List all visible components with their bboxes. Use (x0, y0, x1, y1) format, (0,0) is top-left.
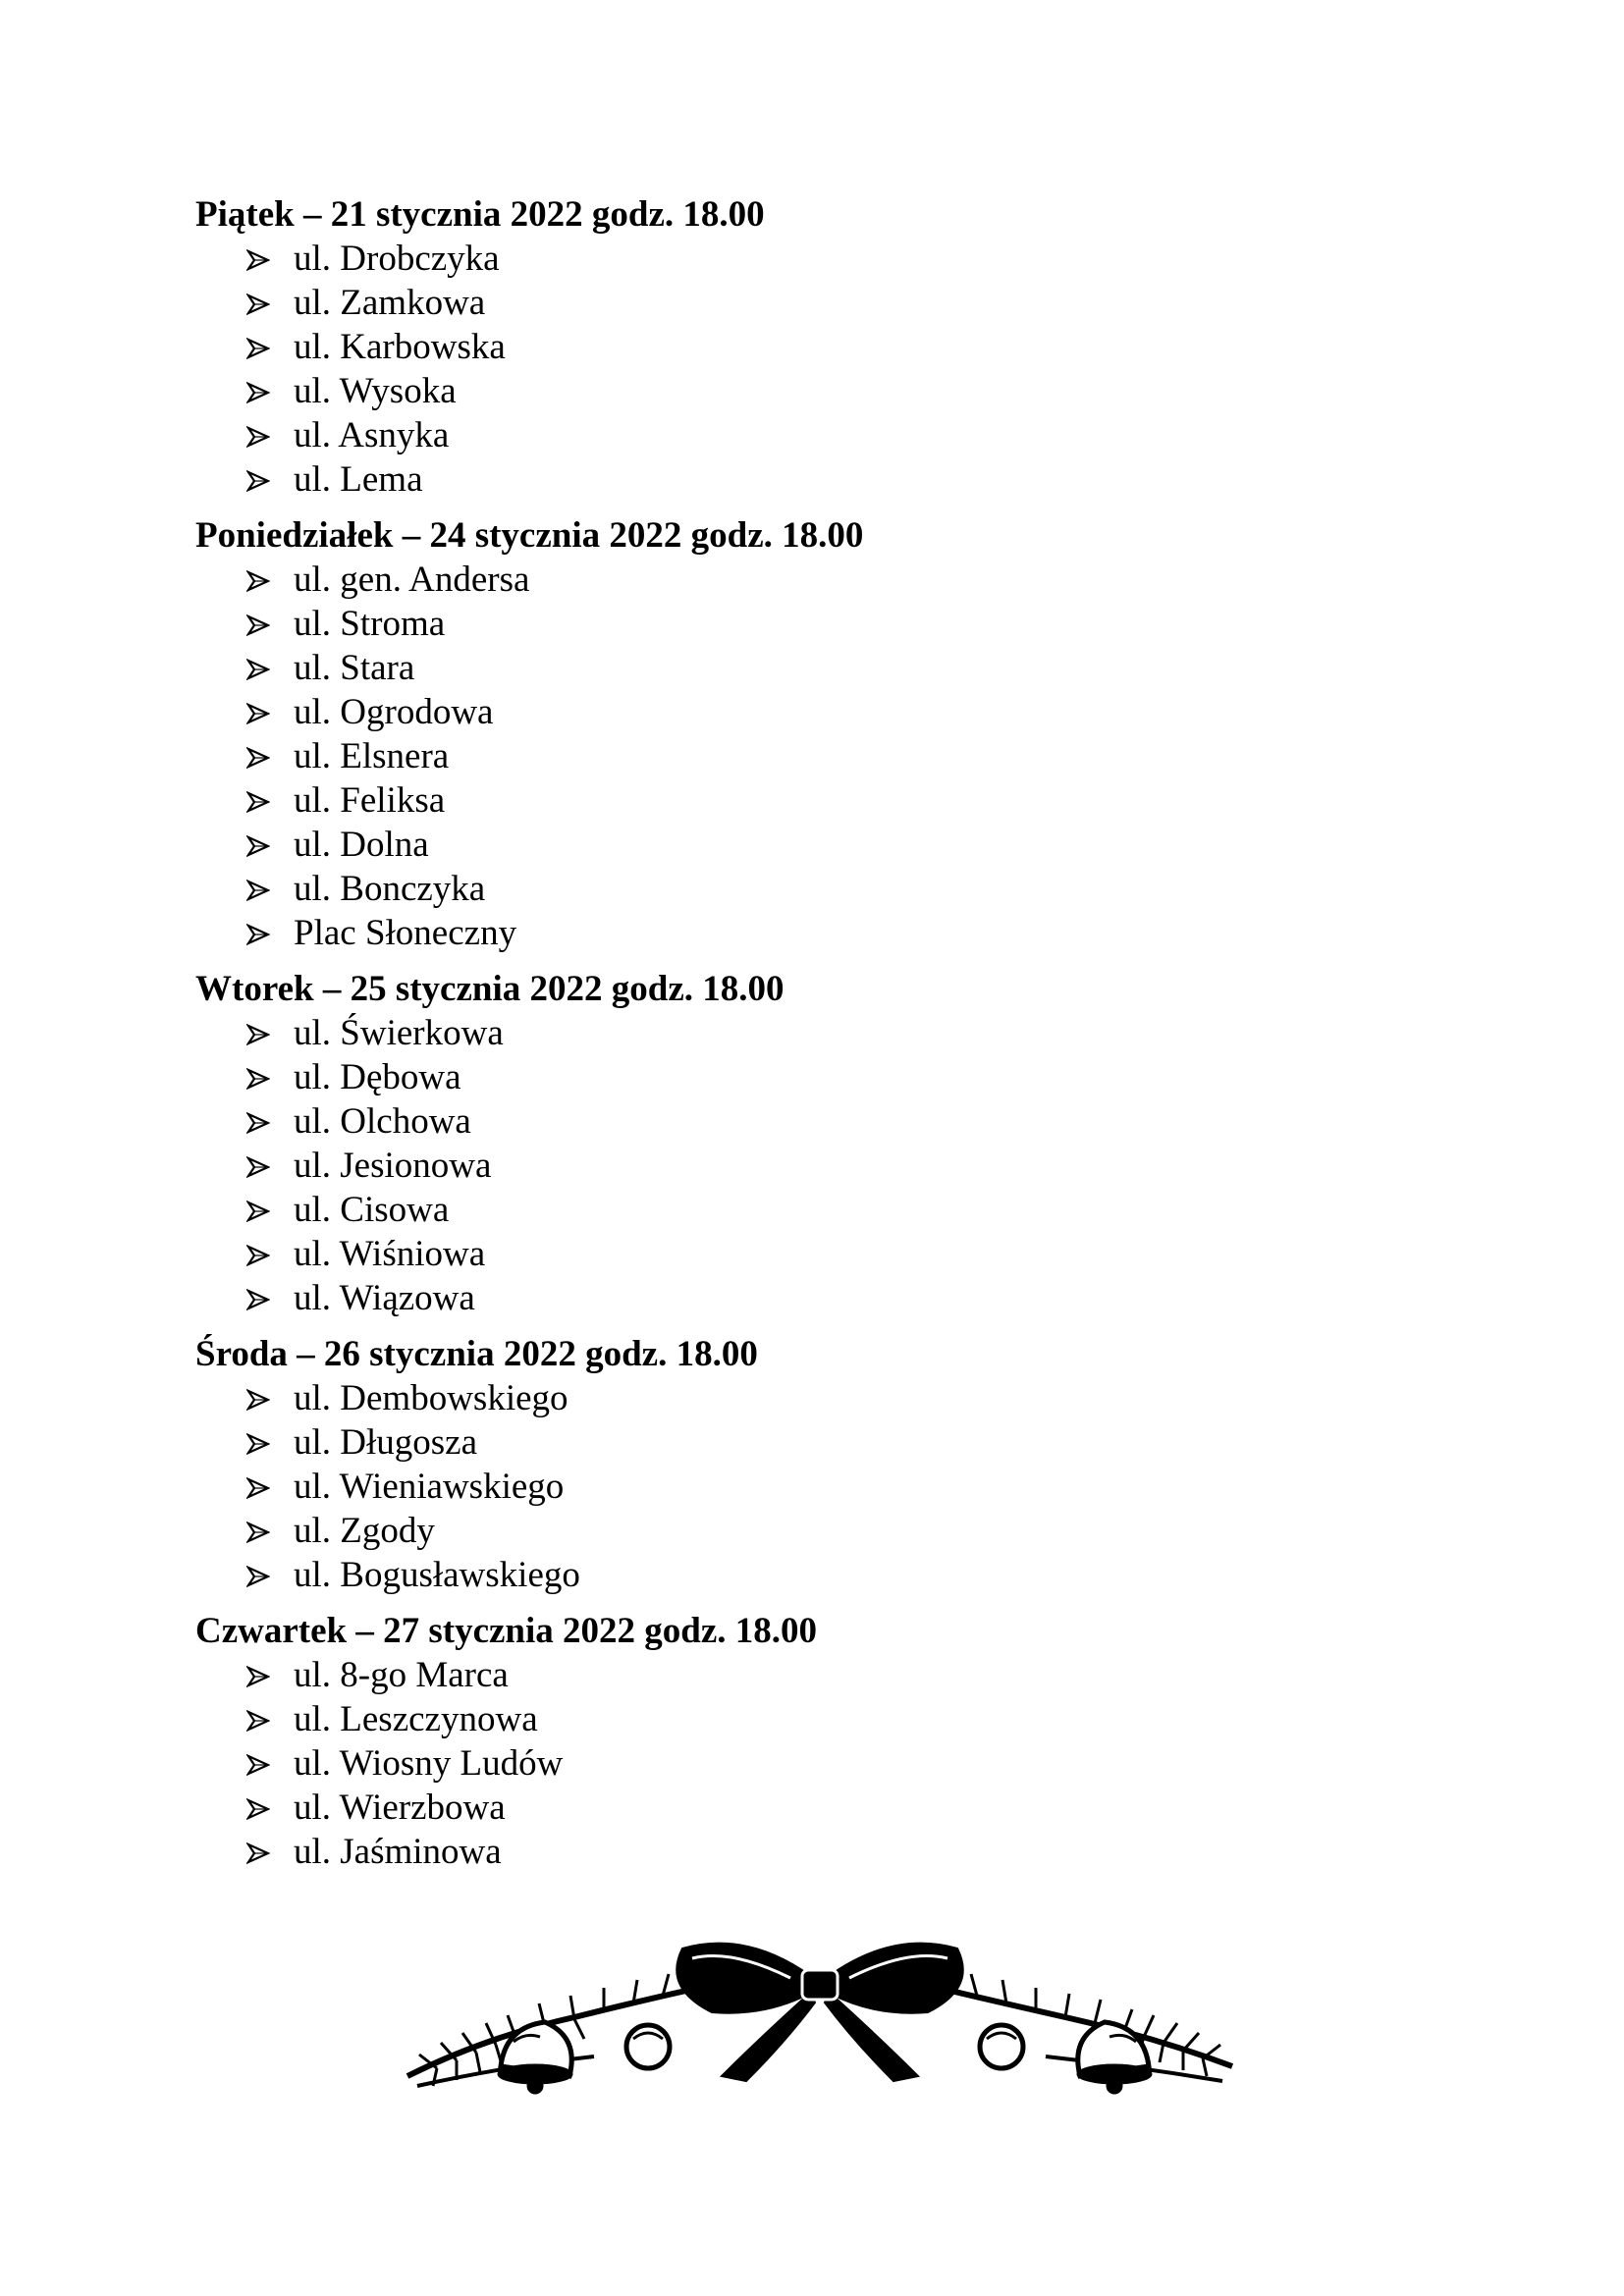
street-name: ul. Wiązowa (294, 1278, 475, 1318)
street-name: ul. Olchowa (294, 1101, 471, 1142)
day-section (195, 1609, 1472, 1874)
street-name: ul. Jaśminowa (294, 1832, 502, 1872)
list-item (195, 823, 1472, 867)
arrowhead-bullet-icon (246, 1068, 270, 1090)
arrowhead-bullet-icon (246, 1798, 270, 1820)
day-heading: Wtorek – 25 stycznia 2022 godz. 18.00 (195, 969, 785, 1009)
street-list (195, 1653, 1472, 1874)
arrowhead-bullet-icon (246, 614, 270, 636)
arrowhead-bullet-icon (246, 835, 270, 857)
street-name: ul. Asnyka (294, 415, 450, 455)
day-section (195, 1332, 1472, 1597)
street-name: ul. Cisowa (294, 1190, 450, 1230)
street-list (195, 558, 1472, 955)
list-item (195, 457, 1472, 502)
day-section (195, 192, 1472, 502)
street-list (195, 237, 1472, 502)
list-item (195, 1465, 1472, 1509)
street-name: ul. Feliksa (294, 780, 446, 821)
arrowhead-bullet-icon (246, 426, 270, 448)
arrowhead-bullet-icon (246, 1112, 270, 1134)
list-item (195, 1055, 1472, 1099)
list-item (195, 1420, 1472, 1465)
street-name: ul. Jesionowa (294, 1146, 492, 1186)
street-name: ul. Elsnera (294, 736, 450, 776)
arrowhead-bullet-icon (246, 294, 270, 315)
arrowhead-bullet-icon (246, 924, 270, 945)
arrowhead-bullet-icon (246, 1754, 270, 1776)
street-name: ul. Dębowa (294, 1057, 461, 1097)
list-item (195, 369, 1472, 413)
list-item (195, 1376, 1472, 1420)
arrowhead-bullet-icon (246, 880, 270, 901)
arrowhead-bullet-icon (246, 703, 270, 724)
street-name: ul. Ogrodowa (294, 692, 494, 732)
street-name: ul. Wiśniowa (294, 1234, 486, 1274)
list-item (195, 325, 1472, 369)
arrowhead-bullet-icon (246, 1842, 270, 1864)
street-name: ul. Wysoka (294, 371, 457, 411)
list-item (195, 1144, 1472, 1188)
arrowhead-bullet-icon (246, 1201, 270, 1222)
list-item (195, 281, 1472, 325)
arrowhead-bullet-icon (246, 659, 270, 680)
street-name: ul. Bonczyka (294, 869, 486, 909)
arrowhead-bullet-icon (246, 747, 270, 769)
day-heading: Środa – 26 stycznia 2022 godz. 18.00 (195, 1334, 758, 1374)
list-item (195, 558, 1472, 602)
street-name: ul. Stroma (294, 604, 446, 644)
street-name: ul. Stara (294, 648, 415, 688)
list-item (195, 1653, 1472, 1697)
street-name: ul. Zgody (294, 1511, 435, 1551)
arrowhead-bullet-icon (246, 1522, 270, 1543)
street-list (195, 1376, 1472, 1597)
arrowhead-bullet-icon (246, 570, 270, 592)
day-heading: Czwartek – 27 stycznia 2022 godz. 18.00 (195, 1611, 818, 1651)
list-item (195, 690, 1472, 734)
street-name: ul. Długosza (294, 1422, 478, 1463)
arrowhead-bullet-icon (246, 1289, 270, 1310)
arrowhead-bullet-icon (246, 1566, 270, 1587)
list-item (195, 1786, 1472, 1830)
day-section (195, 967, 1472, 1320)
street-name: ul. Leszczynowa (294, 1699, 538, 1739)
list-item (195, 1188, 1472, 1232)
arrowhead-bullet-icon (246, 249, 270, 271)
list-item (195, 1232, 1472, 1276)
list-item (195, 778, 1472, 823)
arrowhead-bullet-icon (246, 1477, 270, 1499)
list-item (195, 602, 1472, 646)
day-section (195, 513, 1472, 955)
arrowhead-bullet-icon (246, 1245, 270, 1266)
list-item (195, 646, 1472, 690)
day-heading: Poniedziałek – 24 stycznia 2022 godz. 18.00 (195, 515, 864, 556)
street-name: ul. 8-go Marca (294, 1655, 509, 1695)
list-item (195, 867, 1472, 911)
arrowhead-bullet-icon (246, 1710, 270, 1732)
street-name: ul. Dolna (294, 825, 429, 865)
christmas-bow-ornament-icon (398, 1929, 1242, 2106)
street-name: ul. Zamkowa (294, 283, 486, 323)
street-name: ul. Bogusławskiego (294, 1555, 580, 1595)
arrowhead-bullet-icon (246, 1156, 270, 1178)
street-name: ul. Wieniawskiego (294, 1467, 565, 1507)
street-list (195, 1011, 1472, 1320)
street-name: ul. Drobczyka (294, 239, 500, 279)
arrowhead-bullet-icon (246, 1389, 270, 1411)
list-item (195, 1509, 1472, 1553)
street-name: ul. gen. Andersa (294, 560, 530, 600)
arrowhead-bullet-icon (246, 1433, 270, 1455)
arrowhead-bullet-icon (246, 1666, 270, 1687)
street-name: ul. Świerkowa (294, 1013, 504, 1053)
list-item (195, 1697, 1472, 1741)
day-heading: Piątek – 21 stycznia 2022 godz. 18.00 (195, 194, 765, 235)
list-item (195, 1553, 1472, 1597)
street-name: Plac Słoneczny (294, 913, 517, 953)
list-item (195, 413, 1472, 457)
arrowhead-bullet-icon (246, 338, 270, 359)
list-item (195, 1099, 1472, 1144)
street-name: ul. Lema (294, 459, 423, 500)
list-item (195, 911, 1472, 955)
street-name: ul. Wiosny Ludów (294, 1743, 564, 1784)
list-item (195, 237, 1472, 281)
arrowhead-bullet-icon (246, 382, 270, 403)
arrowhead-bullet-icon (246, 1024, 270, 1045)
list-item (195, 1830, 1472, 1874)
list-item (195, 1011, 1472, 1055)
street-name: ul. Dembowskiego (294, 1378, 568, 1418)
list-item (195, 1276, 1472, 1320)
arrowhead-bullet-icon (246, 470, 270, 492)
schedule-document (195, 192, 1472, 1886)
arrowhead-bullet-icon (246, 791, 270, 813)
list-item (195, 734, 1472, 778)
street-name: ul. Wierzbowa (294, 1788, 506, 1828)
list-item (195, 1741, 1472, 1786)
street-name: ul. Karbowska (294, 327, 506, 367)
